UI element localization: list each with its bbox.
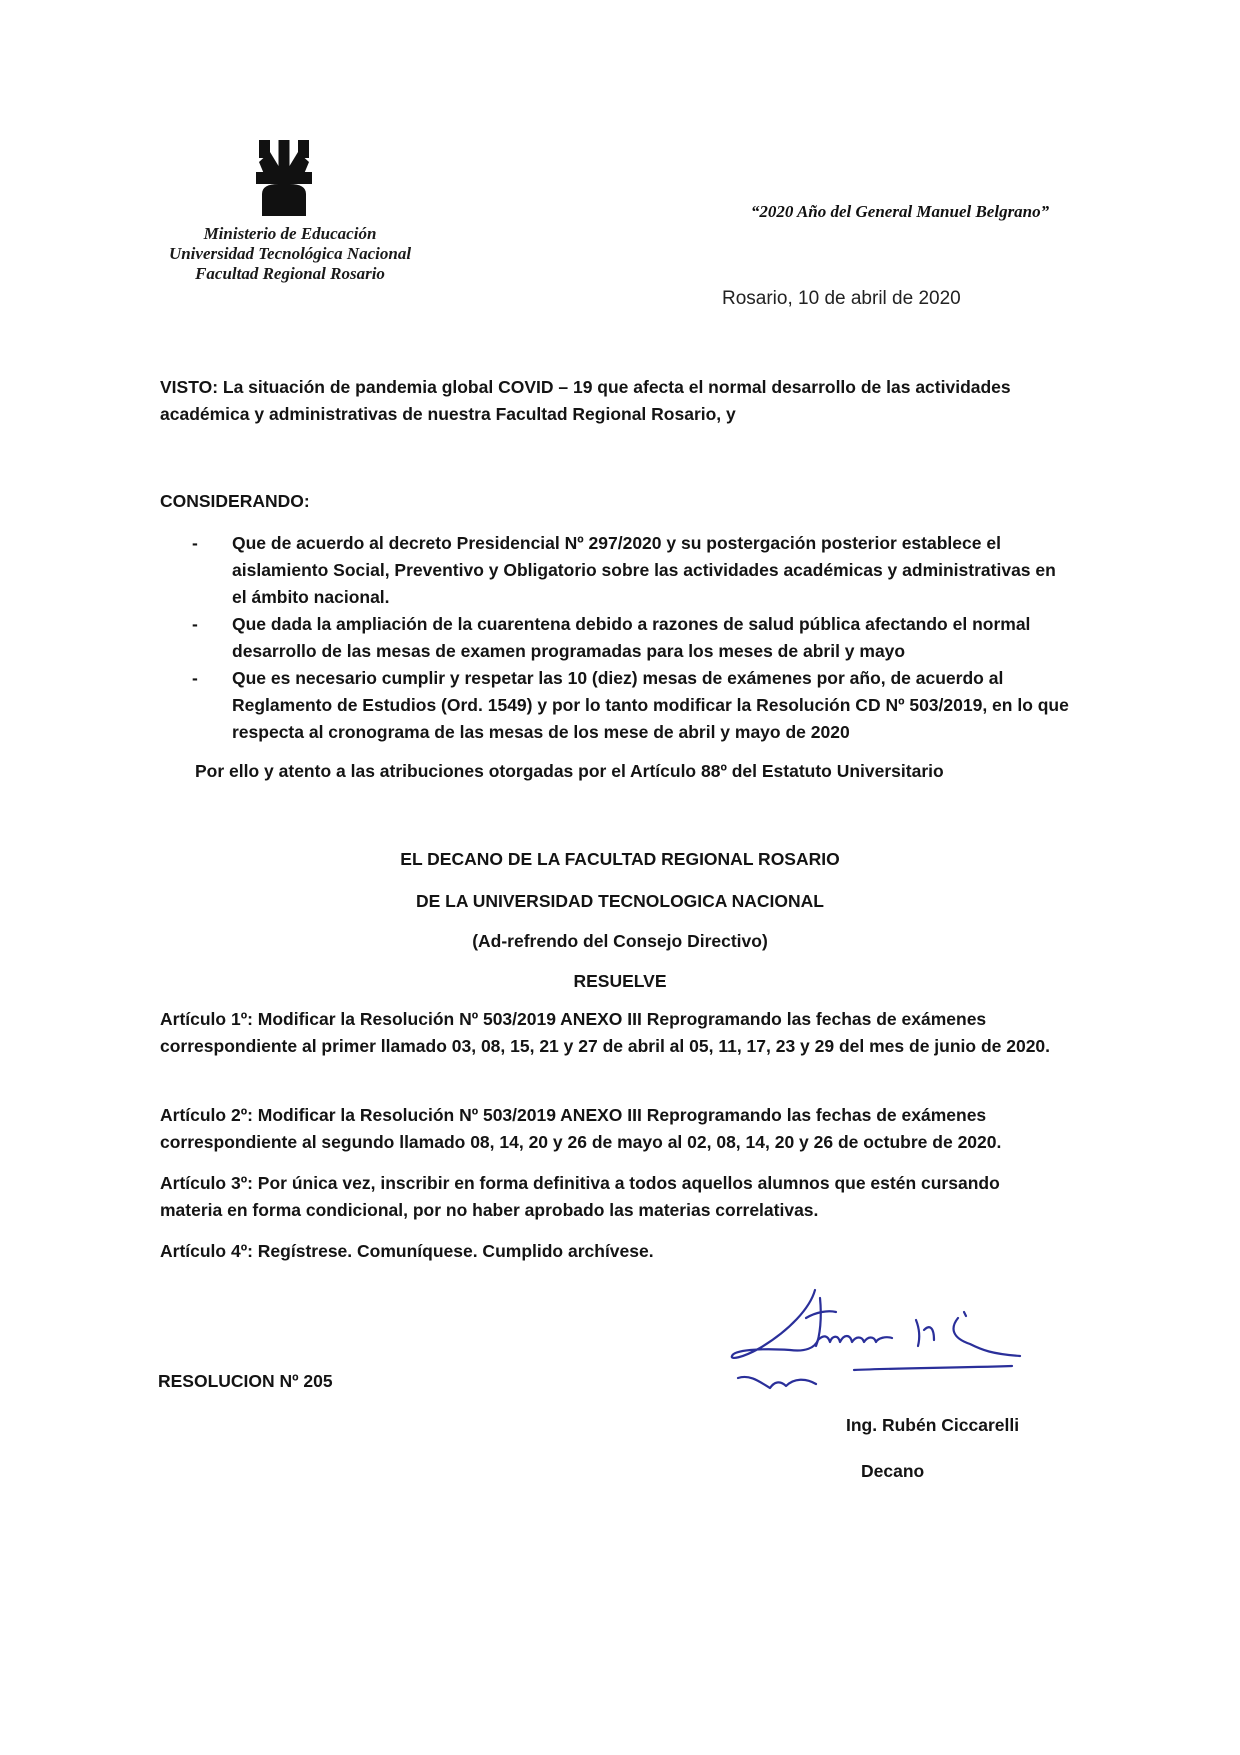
por-ello-paragraph: Por ello y atento a las atribuciones otorgadas por el Artículo 88º del Estatuto Universitario [195,761,944,781]
article-4: Artículo 4º: Regístrese. Comuníquese. Cumplido archívese. [160,1241,654,1261]
list-item: - Que es necesario cumplir y respetar las 10 (diez) mesas de exámenes por año, de acuerdo al Reglamento de Estudios (Ord. 1549) y por lo tanto modificar la Resolución CD Nº 503/2019, en lo que respecta al cronograma de las mesas de los mese de abril y mayo de 2020 [192,665,1072,746]
institution-block [140,224,440,284]
list-item: - Que dada la ampliación de la cuarentena debido a razones de salud pública afectando el normal desarrollo de las mesas de examen programadas para los meses de abril y mayo [192,611,1072,665]
considerando-list [192,530,1072,746]
considerando-label: CONSIDERANDO: [160,491,310,511]
visto-text: La situación de pandemia global COVID – 19 que afecta el normal desarrollo de las actividades académica y administrativas de nuestra Facultad Regional Rosario, y [160,377,1011,424]
handwritten-signature-icon [720,1278,1060,1428]
utn-logo-icon [256,140,312,216]
heading-line-3: (Ad-refrendo del Consejo Directivo) [472,931,768,951]
visto-paragraph [160,374,1060,428]
university-line: Universidad Tecnológica Nacional [168,244,412,263]
faculty-line: Facultad Regional Rosario [195,264,385,283]
article-3: Artículo 3º: Por única vez, inscribir en forma definitiva a todos aquellos alumnos que estén cursando materia en forma condicional, por no haber aprobado las materias correlativas. [160,1173,1000,1220]
list-item: - Que de acuerdo al decreto Presidencial Nº 297/2020 y su postergación posterior establece el aislamiento Social, Preventivo y Obligatorio sobre las actividades académicas y administrativas en el ámbito nacional. [192,530,1072,611]
place-date: Rosario, 10 de abril de 2020 [722,288,961,309]
visto-label: VISTO: [160,377,219,397]
year-motto: “2020 Año del General Manuel Belgrano” [750,202,1050,221]
signatory-name: Ing. Rubén Ciccarelli [846,1415,1020,1435]
ministry-line: Ministerio de Educación [203,224,377,243]
article-1: Artículo 1º: Modificar la Resolución Nº 503/2019 ANEXO III Reprogramando las fechas de exámenes correspondiente al primer llamado 03, 08, 15, 21 y 27 de abril al 05, 11, 17, 23 y 29 del mes de junio de 2020. [160,1009,1051,1056]
article-2: Artículo 2º: Modificar la Resolución Nº 503/2019 ANEXO III Reprogramando las fechas de exámenes correspondiente al segundo llamado 08, 14, 20 y 26 de mayo al 02, 08, 14, 20 y 26 de octubre de 2020. [160,1105,1002,1152]
heading-line-1: EL DECANO DE LA FACULTAD REGIONAL ROSARIO [400,849,840,869]
heading-line-2: DE LA UNIVERSIDAD TECNOLOGICA NACIONAL [415,891,824,911]
resolution-number: RESOLUCION Nº 205 [158,1371,333,1391]
heading-resuelve: RESUELVE [573,971,667,991]
signatory-role: Decano [861,1461,925,1481]
